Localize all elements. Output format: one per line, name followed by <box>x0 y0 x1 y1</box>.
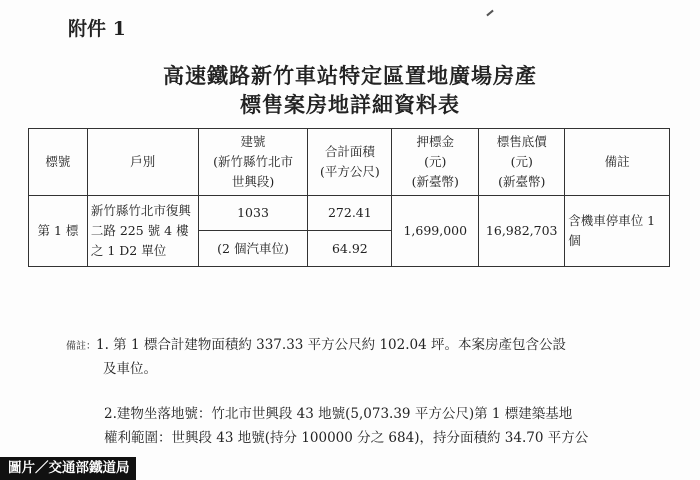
cell-area-1: 272.41 <box>308 196 392 231</box>
notes-label: 備註： <box>66 341 96 352</box>
cell-area-2: 64.92 <box>308 231 392 267</box>
table-header-row <box>29 129 670 196</box>
note-2-continued: 權利範圍：世興段 43 地號(持分 100000 分之 684)，持分面積約 34.70 平方公 <box>104 430 589 446</box>
title-line-2: 標售案房地詳細資料表 <box>240 92 460 117</box>
cell-remarks: 含機車停車位 1 個 <box>565 196 670 267</box>
note-1: 備註：1. 第 1 標合計建物面積約 337.33 平方公尺約 102.04 坪。本案房產包含公設 <box>66 337 566 353</box>
cell-unit: 新竹縣竹北市復興二路 225 號 4 樓之 1 D2 單位 <box>87 196 198 267</box>
cell-building-no: 1033 <box>198 196 308 231</box>
header-remarks: 備註 <box>565 129 670 196</box>
header-total-area: 合計面積 (平方公尺) <box>308 129 392 196</box>
attachment-label: 附件 1 <box>68 18 126 40</box>
header-lot-no: 標號 <box>29 129 88 196</box>
property-table <box>28 128 670 267</box>
image-caption: 圖片／交通部鐵道局 <box>0 457 136 480</box>
header-building-no: 建號 (新竹縣竹北市 世興段) <box>198 129 308 196</box>
table-row <box>29 196 670 231</box>
title-line-1: 高速鐵路新竹車站特定區置地廣場房產 <box>163 63 537 88</box>
stray-mark <box>486 10 493 17</box>
cell-lot-no: 第 1 標 <box>29 196 88 267</box>
header-unit: 戶別 <box>87 129 198 196</box>
header-reserve-price: 標售底價 (元) (新臺幣) <box>479 129 565 196</box>
note-1-continued: 及車位。 <box>103 361 157 377</box>
cell-reserve-price: 16,982,703 <box>479 196 565 267</box>
cell-deposit: 1,699,000 <box>392 196 479 267</box>
header-deposit: 押標金 (元) (新臺幣) <box>392 129 479 196</box>
cell-parking: (2 個汽車位) <box>198 231 308 267</box>
note-2: 2.建物坐落地號：竹北市世興段 43 地號(5,073.39 平方公尺)第 1 標建築基地 <box>104 406 573 422</box>
